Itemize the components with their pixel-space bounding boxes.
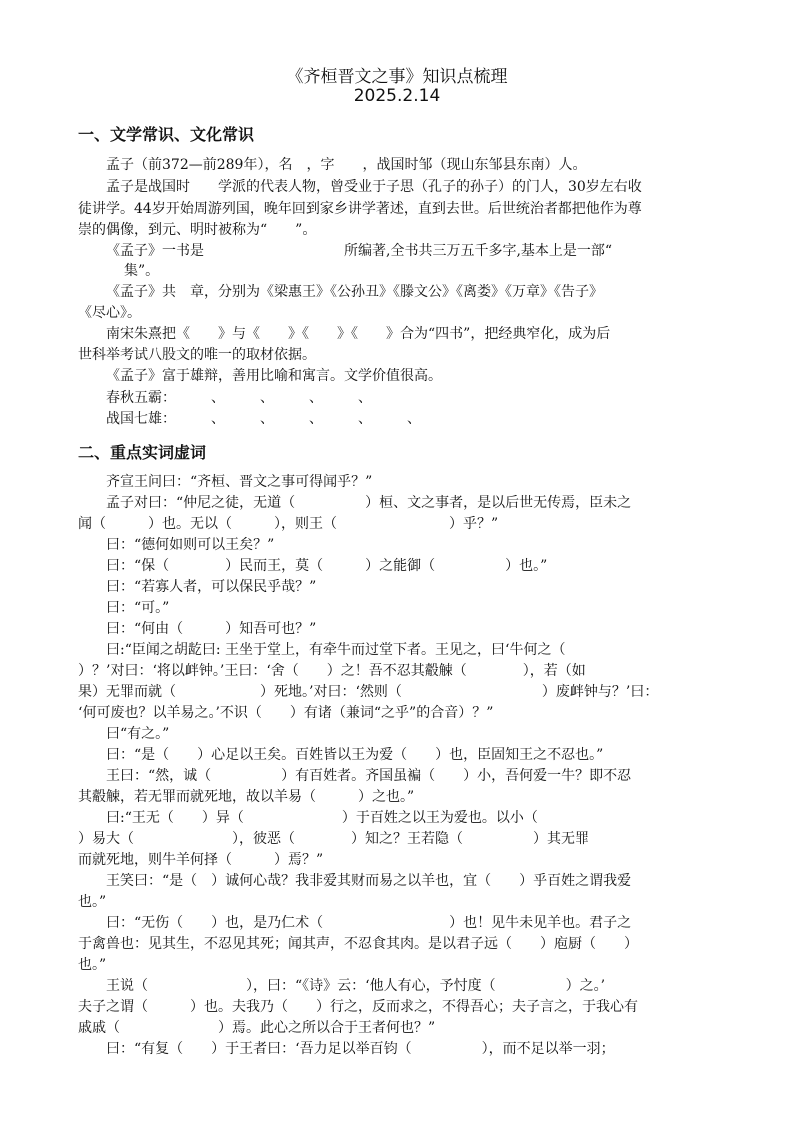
s2-line: ）？’对曰：‘将以衅钟。’王曰：‘舍（ ）之！吾不忍其觳觫（ ），若（如 bbox=[78, 663, 586, 679]
s1-line: 徒讲学。44岁开始周游列国，晚年回到家乡讲学著述，直到去世。后世统治者都把他作为尊 bbox=[78, 201, 642, 217]
s1-line: 孟子（前372—前289年），名 ，字 ，战国时邹（现山东邹县东南）人。 bbox=[106, 157, 587, 173]
s2-line: 于禽兽也：见其生，不忍见其死；闻其声，不忍食其肉。是以君子远（ ）庖厨（ ） bbox=[78, 936, 638, 952]
s1-line: 春秋五霸： 、 、 、 、 bbox=[106, 390, 407, 406]
s1-line: 世科举考试八股文的唯一的取材依据。 bbox=[78, 347, 316, 363]
s2-line: 曰：“德何如则可以王矣？” bbox=[106, 537, 275, 553]
s2-line: 王笑曰：“是（ ）诚何心哉？我非爱其财而易之以羊也，宜（ ）乎百姓之谓我爱 bbox=[106, 873, 632, 889]
s2-line: 也。” bbox=[78, 957, 107, 973]
s1-line: 《孟子》富于雄辩，善用比喻和寓言。文学价值很高。 bbox=[106, 368, 442, 384]
s2-line: 果）无罪而就（ ）死地。’对曰：‘然则（ ）废衅钟与？’曰： bbox=[78, 684, 659, 700]
s1-line: 《孟子》一书是 所编著,全书共三万五千多字,基本上是一部“ bbox=[106, 243, 613, 259]
s2-line: 而就死地，则牛羊何择（ ）焉？” bbox=[78, 852, 324, 868]
s1-line: 战国七雄： 、 、 、 、 、 bbox=[106, 411, 456, 427]
s2-line: 王曰：“然，诚（ ）有百姓者。齐国虽褊（ ）小，吾何爱一牛？即不忍 bbox=[106, 768, 632, 784]
s2-line: 齐宣王问曰：“齐桓、晋文之事可得闻乎？” bbox=[106, 474, 373, 490]
s1-line: 集”。 bbox=[124, 263, 160, 279]
s2-line: ‘何可废也？以羊易之。’不识（ ）有诸（兼词“之乎”的合音）？” bbox=[78, 705, 494, 721]
s2-line: 曰：“保（ ）民而王，莫（ ）之能御（ ）也。” bbox=[106, 558, 548, 574]
s2-line: 夫子之谓（ ）也。夫我乃（ ）行之，反而求之，不得吾心；夫子言之，于我心有 bbox=[78, 999, 638, 1015]
section2-heading: 二、重点实词虚词 bbox=[78, 443, 207, 462]
s2-line: 戚戚（ ）焉。此心之所以合于王者何也？” bbox=[78, 1020, 436, 1036]
s2-line: 闻（ ）也。无以（ ），则王（ ）乎？” bbox=[78, 516, 499, 532]
s2-line: 其觳觫，若无罪而就死地，故以羊易（ ）之也。” bbox=[78, 789, 415, 805]
s2-line: 曰:“臣闻之胡龁曰: 王坐于堂上，有牵牛而过堂下者。王见之，曰‘牛何之（ bbox=[106, 642, 566, 658]
s1-line: 《孟子》共 章，分别为《梁惠王》《公孙丑》《滕文公》《离娄》《万章》《告子》 bbox=[106, 284, 603, 300]
s1-line: 《尽心》。 bbox=[78, 305, 141, 321]
s1-line: 崇的偶像，到元、明时被称为“ ”。 bbox=[78, 222, 317, 238]
s2-line: 曰：“何由（ ）知吾可也？” bbox=[106, 621, 317, 637]
s2-line: 曰：“有复（ ）于王者曰：‘吾力足以举百钧（ ），而不足以举一羽； bbox=[106, 1041, 615, 1057]
s2-line: ）易大（ ），彼恶（ ）知之？王若隐（ ）其无罪 bbox=[78, 831, 589, 847]
document-date: 2025.2.14 bbox=[353, 86, 441, 106]
s2-line: 曰:“王无（ ）异（ ）于百姓之以王为爱也。以小（ bbox=[106, 810, 538, 826]
s2-line: 曰：“是（ ）心足以王矣。百姓皆以王为爱（ ）也，臣固知王之不忍也。” bbox=[106, 747, 604, 763]
s2-line: 曰：“无伤（ ）也，是乃仁术（ ）也！见牛未见羊也。君子之 bbox=[106, 915, 632, 931]
s2-line: 曰：“可。” bbox=[106, 600, 170, 616]
s2-line: 曰“有之。” bbox=[106, 726, 170, 742]
document-title: 《齐桓晋文之事》知识点梳理 bbox=[286, 67, 508, 87]
s2-line: 曰：“若寡人者，可以保民乎哉？” bbox=[106, 579, 317, 595]
s2-line: 孟子对曰：“仲尼之徒，无道（ ）桓、文之事者，是以后世无传焉，臣未之 bbox=[106, 495, 632, 511]
s2-line: 王说（ ），曰：“《诗》云：‘他人有心，予忖度（ ）之。’ bbox=[106, 978, 606, 994]
s2-line: 也。” bbox=[78, 894, 107, 910]
s1-line: 南宋朱熹把《 》与《 》《 》《 》合为“四书”，把经典窄化，成为后 bbox=[106, 326, 611, 342]
section1-heading: 一、文学常识、文化常识 bbox=[78, 125, 255, 144]
s1-line: 孟子是战国时 学派的代表人物，曾受业于子思（孔子的孙子）的门人，30岁左右收 bbox=[106, 179, 642, 195]
